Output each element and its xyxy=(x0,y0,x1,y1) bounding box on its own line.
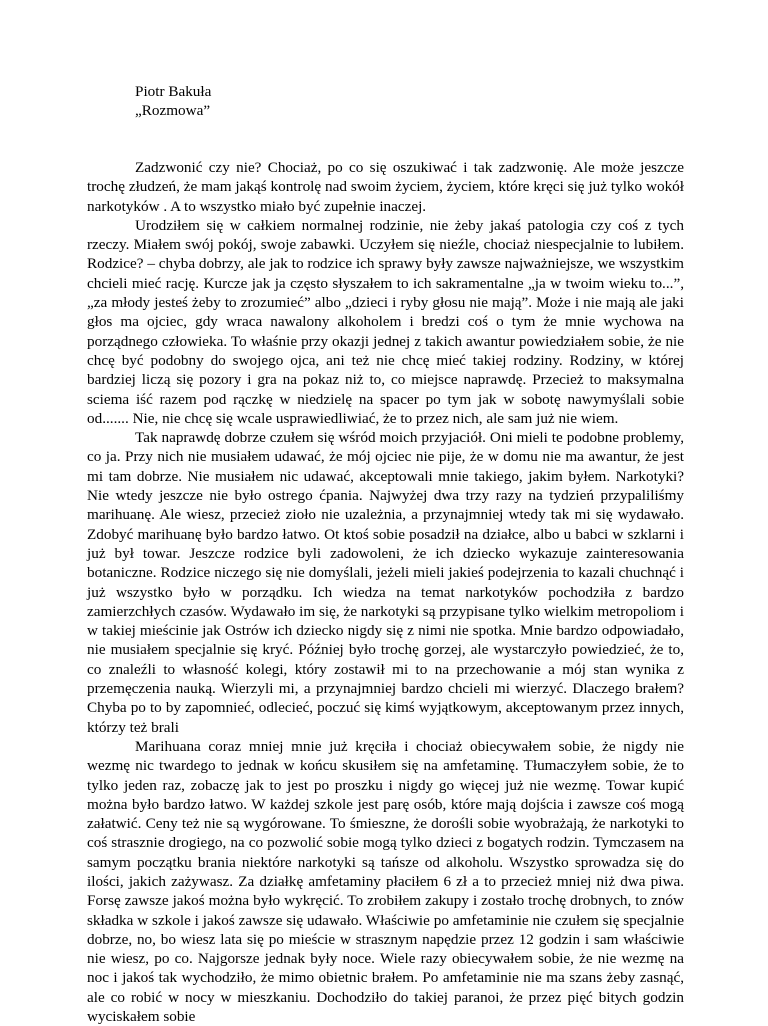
document-body xyxy=(87,158,684,1026)
document-title: „Rozmowa” xyxy=(135,102,211,119)
paragraph: Tak naprawdę dobrze czułem się wśród moich przyjaciół. Oni mieli te podobne problemy, co ja. Przy nich nie musiałem udawać, że mój ojciec nie pije, że w domu nie ma awantur, że jest mi tam dobrze. Nie musiałem nic udawać, akceptowali mnie takiego, jakim byłem. Narkotyki? Nie wtedy jeszcze nie było ostrego ćpania. Najwyżej dwa trzy razy na tydzień przypaliliśmy marihuanę. Ale wiesz, przecież zioło nie uzależnia, a przynajmniej wtedy tak mi się wydawało. Zdobyć marihuanę było bardzo łatwo. Ot ktoś sobie posadził na działce, albo u babci w szklarni i już był towar. Jeszcze rodzice byli zadowoleni, że ich dziecko wykazuje zainteresowania botaniczne. Rodzice niczego się nie domyślali, jeżeli mieli jakieś podejrzenia to kazali chuchnąć i już wszystko było w porządku. Ich wiedza na temat narkotyków pochodziła z bardzo zamierzchłych czasów. Wydawało im się, że narkotyki są przypisane tylko wielkim metropoliom i w takiej mieścinie jak Ostrów ich dziecko nigdy się z nimi nie spotka. Mnie bardzo odpowiadało, nie musiałem specjalnie się kryć. Później było trochę gorzej, ale wystarczyło powiedzieć, że to, co znaleźli to własność kolegi, który zostawił mi to na przechowanie a mój stan wynika z przemęczenia nauką. Wierzyli mi, a przynajmniej bardzo chcieli mi wierzyć. Dlaczego brałem? Chyba po to by zapomnieć, odlecieć, poczuć się kimś wyjątkowym, akceptowanym przez innych, którzy też brali xyxy=(87,429,684,736)
paragraph: Urodziłem się w całkiem normalnej rodzinie, nie żeby jakaś patologia czy coś z tych rzeczy. Miałem swój pokój, swoje zabawki. Uczyłem się nieźle, chociaż niespecjalnie to lubiłem. Rodzice? – chyba dobrzy, ale jak to rodzice ich sprawy były zawsze najważniejsze, we wszystkim chcieli mieć rację. Kurcze jak ja często słyszałem to ich sakramentalne „ja w twoim wieku to...”, „za młody jesteś żeby to zrozumieć” albo „dzieci i ryby głosu nie mają”. Może i nie mają ale jaki głos ma ojciec, gdy wraca nawalony alkoholem i bredzi coś o tym że mnie wychowa na porządnego człowieka. To właśnie przy okazji jednej z takich awantur powiedziałem sobie, że nie chcę być podobny do swojego ojca, ani też nie chcę mieć takiej rodziny. Rodziny, w której bardziej liczą się pozory i gra na pokaz niż to, co miejsce naprawdę. Przecież to maksymalna sciema iść razem pod rączkę w niedzielę na spacer po tym jak w sobotę nawymyślali sobie od....... Nie, nie chcę się wcale usprawiedliwiać, że to przez nich, ale sam już nie wiem. xyxy=(87,216,684,427)
paragraph: Zadzwonić czy nie? Chociaż, po co się oszukiwać i tak zadzwonię. Ale może jeszcze trochę złudzeń, że mam jakąś kontrolę nad swoim życiem, życiem, które kręci się już tylko wokół narkotyków . A to wszystko miało być zupełnie inaczej. xyxy=(87,159,684,215)
author-name: Piotr Bakuła xyxy=(135,83,212,100)
paragraph: Marihuana coraz mniej mnie już kręciła i chociaż obiecywałem sobie, że nigdy nie wezmę nic twardego to jednak w końcu skusiłem się na amfetaminę. Tłumaczyłem sobie, że to tylko jeden raz, zobaczę jak to jest po proszku i nigdy go więcej już nie wezmę. Towar kupić można było bardzo łatwo. W każdej szkole jest parę osób, które mają dojścia i zawsze coś mogą załatwić. Ceny też nie są wygórowane. To śmieszne, że dorośli sobie wyobrażają, że narkotyki to coś strasznie drogiego, na co pozwolić sobie mogą tylko dzieci z bogatych rodzin. Tymczasem na samym początku brania niektóre narkotyki są tańsze od alkoholu. Wszystko sprowadza się do ilości, jakich zażywasz. Za działkę amfetaminy płaciłem 6 zł a to przecież mniej niż dwa piwa. Forsę zawsze jakoś można było wykręcić. To zrobiłem zakupy i zostało trochę drobnych, to znów składka w szkole i jakoś zawsze się udawało. Właściwie po amfetaminie nie czułem się specjalnie dobrze, no, bo wiesz lata się po mieście w strasznym napędzie przez 12 godzin i sam właściwie nie wiesz, po co. Najgorsze jednak były noce. Wiele razy obiecywałem sobie, że nie wezmę na noc i jakoś tak wychodziło, że mimo obietnic brałem. Po amfetaminie nie ma szans żeby zasnąć, ale co robić w nocy w mieszkaniu. Dochodziło do takiej paranoi, że przez pięć bitych godzin wyciskałem sobie xyxy=(87,737,684,1026)
